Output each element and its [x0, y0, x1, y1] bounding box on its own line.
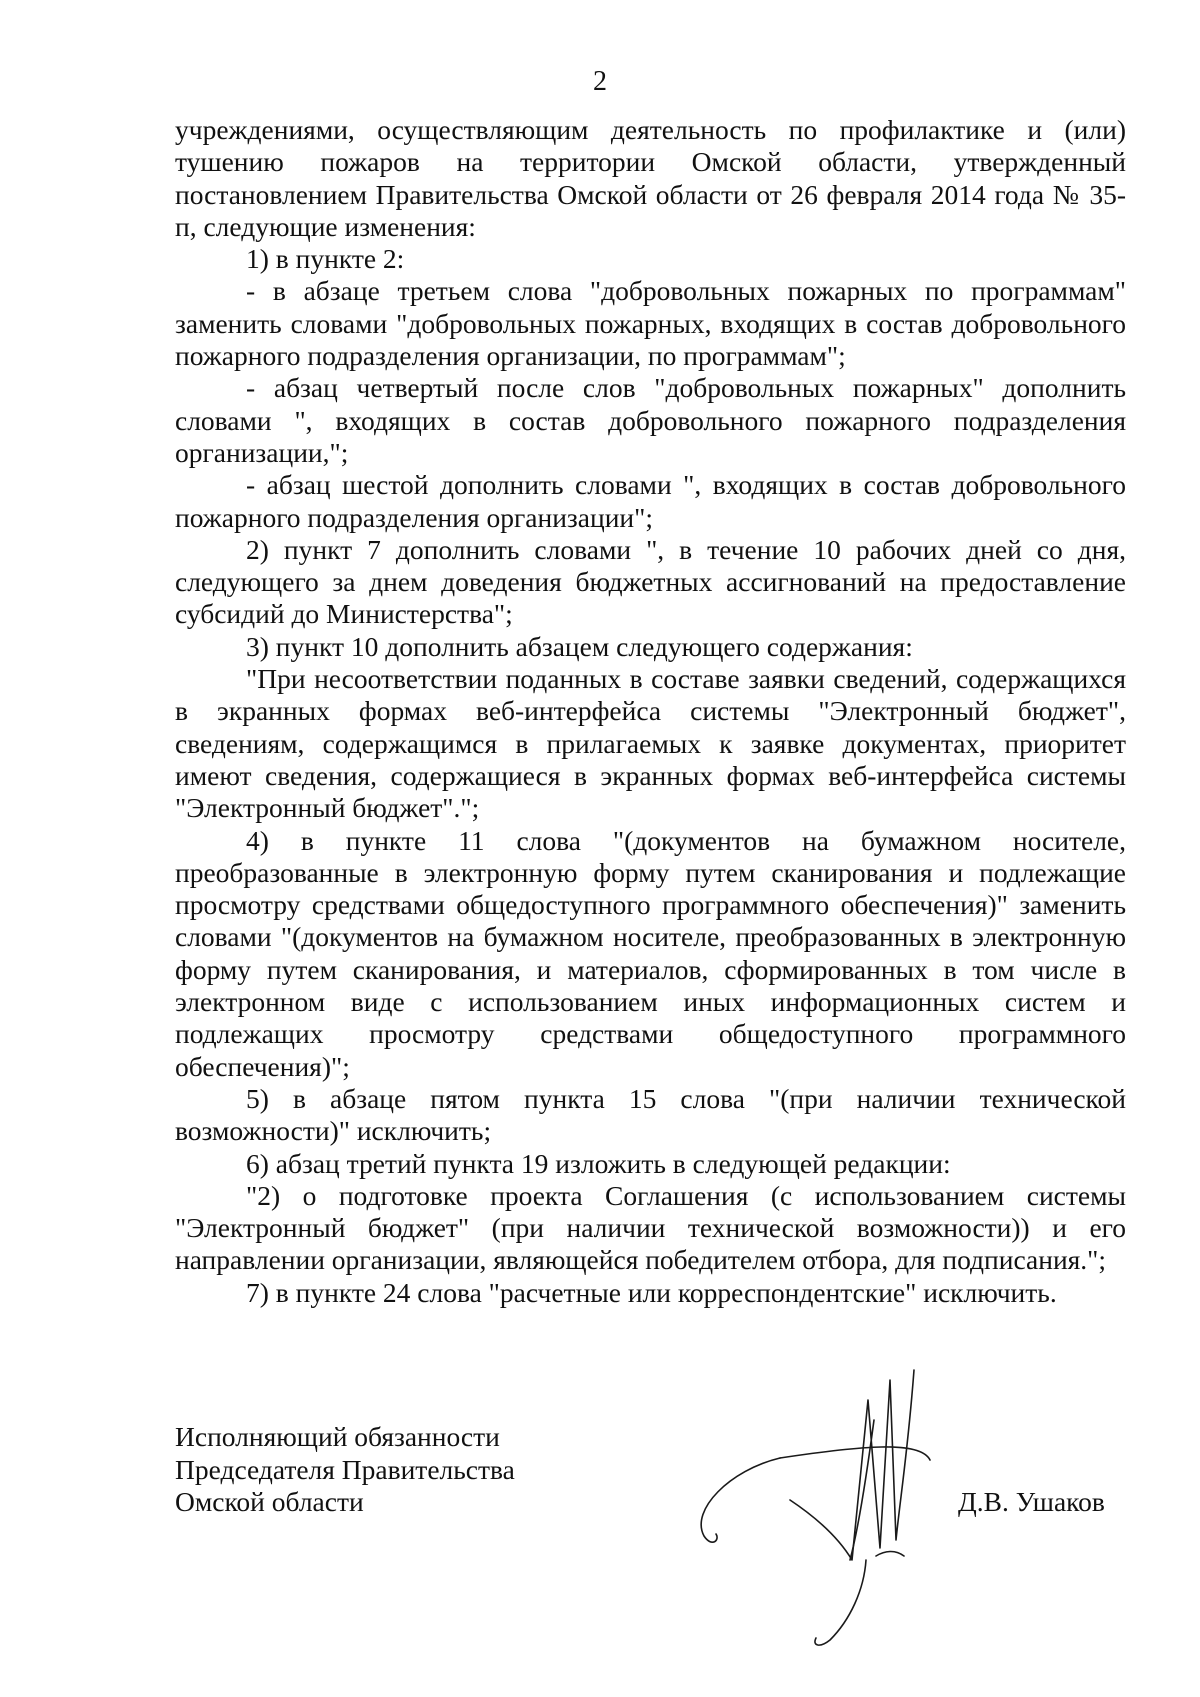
signatory-position-line: Исполняющий обязанности [175, 1421, 500, 1452]
paragraph-item-1-subitem-3: - в абзаце третьем слова "добровольных пожарных по программам" заменить словами "добровольных пожарных, входящих в состав добровольного пожарного подразделения организации, по программам"; [175, 275, 1126, 372]
document-body [175, 114, 1126, 1309]
page-number: 2 [593, 66, 607, 97]
paragraph-intro-continuation: учреждениями, осуществляющим деятельность по профилактике и (или) тушению пожаров на территории Омской области, утвержденный постановлением Правительства Омской области от 26 февраля 2014 года № 35-п, следующие изменения: [175, 114, 1126, 242]
signatory-name: Д.В. Ушаков [958, 1486, 1105, 1517]
paragraph-item-2: 2) пункт 7 дополнить словами ", в течение 10 рабочих дней со дня, следующего за днем доведения бюджетных ассигнований на предоставление субсидий до Министерства"; [175, 533, 1126, 630]
paragraph-item-1: 1) в пункте 2: [246, 243, 405, 275]
signatory-position [175, 1421, 575, 1519]
paragraph-item-3-quote: "При несоответствии поданных в составе заявки сведений, содержащихся в экранных формах веб-интерфейса системы "Электронный бюджет", сведениям, содержащимся в прилагаемых к заявке документах, приоритет имеют сведения, содержащиеся в экранных формах веб-интерфейса системы "Электронный бюджет"."; [175, 663, 1126, 824]
paragraph-item-4: 4) в пункте 11 слова "(документов на бумажном носителе, преобразованные в электронную форму путем сканирования и подлежащие просмотру средствами общедоступного программного обеспечения)" заменить словами "(документов на бумажном носителе, преобразованных в электронную форму путем сканирования, и материалов, сформированных в том числе в электронном виде с использованием иных информационных систем и подлежащих просмотру средствами общедоступного программного обеспечения)"; [175, 824, 1126, 1082]
paragraph-item-5: 5) в абзаце пятом пункта 15 слова "(при наличии технической возможности)" исключить; [175, 1082, 1126, 1147]
signatory-position-line: Председателя Правительства [175, 1453, 515, 1485]
paragraph-item-6-quote: "2) о подготовке проекта Соглашения (с использованием системы "Электронный бюджет" (при наличии технической возможности)) и его направлении организации, являющейся победителем отбора, для подписания."; [175, 1179, 1126, 1276]
paragraph-item-1-subitem-4: - абзац четвертый после слов "добровольных пожарных" дополнить словами ", входящих в состав добровольного пожарного подразделения организации,"; [175, 372, 1126, 468]
paragraph-item-7: 7) в пункте 24 слова "расчетные или корреспондентские" исключить. [246, 1276, 1057, 1308]
paragraph-item-6: 6) абзац третий пункта 19 изложить в следующей редакции: [246, 1147, 951, 1179]
paragraph-item-1-subitem-6: - абзац шестой дополнить словами ", входящих в состав добровольного пожарного подразделения организации"; [175, 469, 1126, 533]
signatory-position-line: Омской области [175, 1486, 364, 1517]
paragraph-item-3: 3) пункт 10 дополнить абзацем следующего содержания: [246, 630, 913, 662]
